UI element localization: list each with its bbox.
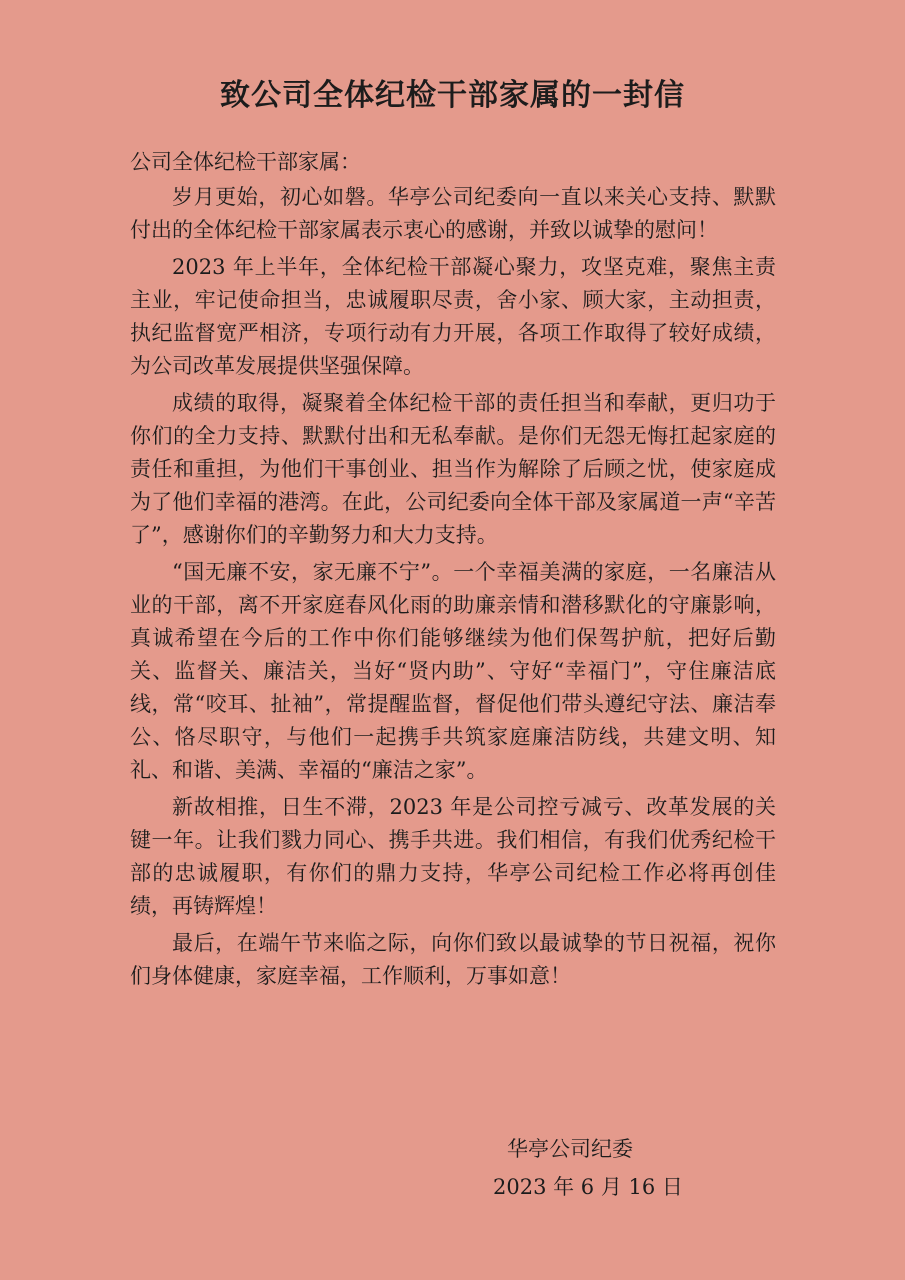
paragraph-gratitude: 岁月更始，初心如磐。华亭公司纪委向一直以来关心支持、默默付出的全体纪检干部家属表示衷心的感谢，并致以诚挚的慰问！ (130, 185, 776, 242)
signature-organization: 华亭公司纪委 (507, 1137, 633, 1161)
paragraph-integrity-home: “国无廉不安，家无廉不宁”。一个幸福美满的家庭，一名廉洁从业的干部，离不开家庭春风化雨的助廉亲情和潜移默化的守廉影响，真诚希望在今后的工作中你们能够继续为他们保驾护航，把好后勤关、监督关、廉洁关，当好“贤内助”、守好“幸福门”，守住廉洁底线，常“咬耳、扯袖”，常提醒监督，督促他们带头遵纪守法、廉洁奉公、恪尽职守，与他们一起携手共筑家庭廉洁防线，共建文明、知礼、和谐、美满、幸福的“廉洁之家”。 (130, 560, 776, 782)
letter-salutation: 公司全体纪检干部家属： (130, 150, 361, 174)
paragraph-achievements: 2023 年上半年，全体纪检干部凝心聚力，攻坚克难，聚焦主责主业，牢记使命担当，忠诚履职尽责，舍小家、顾大家，主动担责，执纪监督宽严相济，专项行动有力开展，各项工作取得了较好成绩，为公司改革发展提供坚强保障。 (130, 255, 776, 378)
paragraph-family-support: 成绩的取得，凝聚着全体纪检干部的责任担当和奉献，更归功于你们的全力支持、默默付出和无私奉献。是你们无怨无悔扛起家庭的责任和重担，为他们干事创业、担当作为解除了后顾之忧，使家庭成为了他们幸福的港湾。在此，公司纪委向全体干部及家属道一声“辛苦了”，感谢你们的辛勤努力和大力支持。 (130, 391, 776, 547)
signature-date: 2023 年 6 月 16 日 (493, 1175, 683, 1199)
letter-body (130, 181, 776, 997)
letter-title: 致公司全体纪检干部家属的一封信 (220, 78, 685, 113)
paragraph-outlook: 新故相推，日生不滞，2023 年是公司控亏减亏、改革发展的关键一年。让我们戮力同心、携手共进。我们相信，有我们优秀纪检干部的忠诚履职，有你们的鼎力支持，华亭公司纪检工作必将再创佳绩，再铸辉煌！ (130, 795, 776, 918)
paragraph-festival-wishes: 最后，在端午节来临之际，向你们致以最诚挚的节日祝福，祝你们身体健康，家庭幸福，工作顺利，万事如意！ (130, 931, 776, 988)
